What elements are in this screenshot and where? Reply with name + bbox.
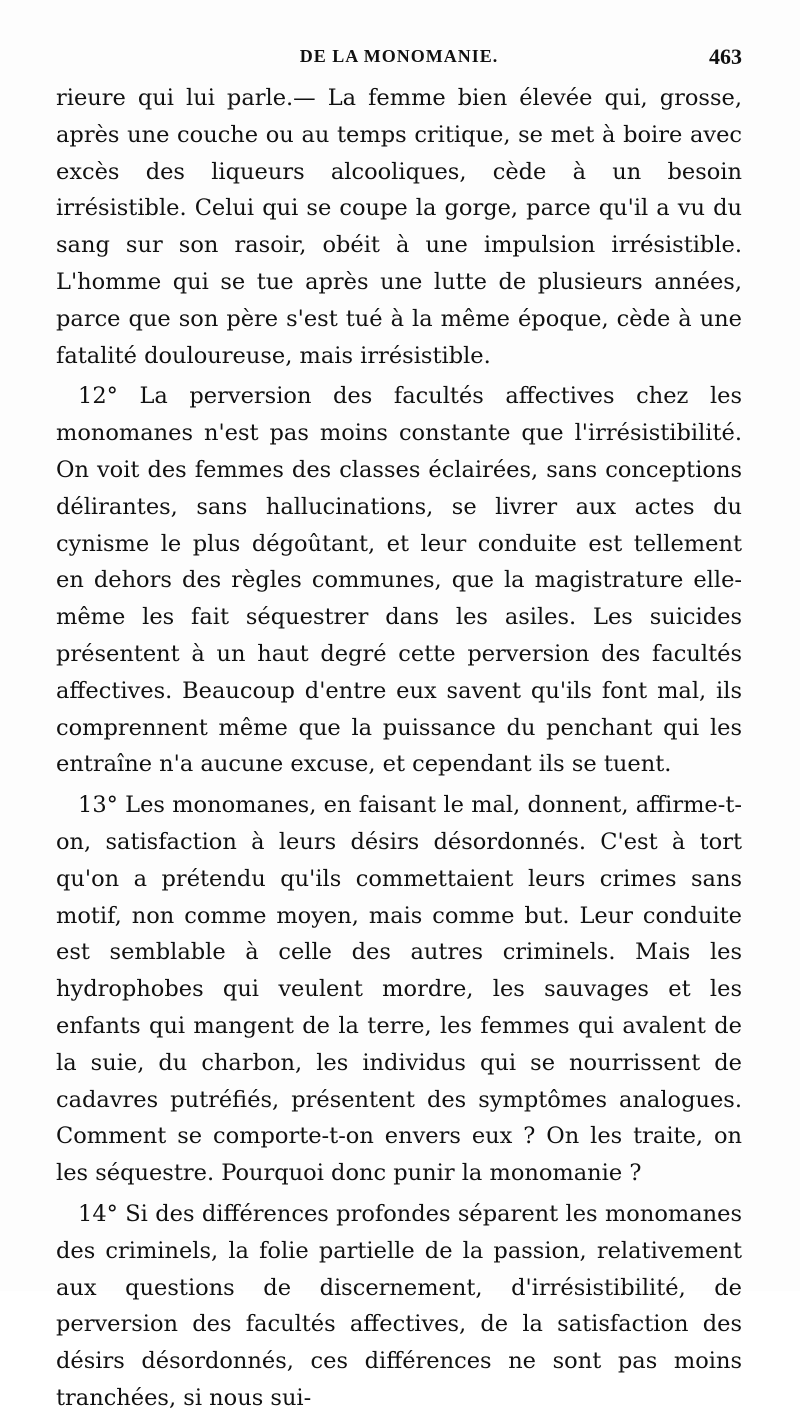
paragraph-continuation: rieure qui lui parle.— La femme bien élevée qui, grosse, après une couche ou au temps critique, se met à boire avec excès des liqueurs alcooliques, cède à un besoin irrésistible. Celui qui se coupe la gorge, parce qu'il a vu du sang sur son rasoir, obéit à une impulsion irrésistible. L'homme qui se tue après une lutte de plusieurs années, parce que son père s'est tué à la même époque, cède à une fatalité douloureuse, mais irrésistible.: [56, 85, 742, 369]
paragraph-12: 12° La perversion des facultés affectives chez les monomanes n'est pas moins constante que l'irrésistibilité. On voit des femmes des classes éclairées, sans conceptions délirantes, sans hallucinations, se livrer aux actes du cynisme le plus dégoûtant, et leur conduite est tellement en dehors des règles communes, que la magistrature elle-même les fait séquestrer dans les asiles. Les suicides présentent à un haut degré cette perversion des facultés affectives. Beaucoup d'entre eux savent qu'ils font mal, ils comprennent même que la puissance du penchant qui les entraîne n'a aucune excuse, et cependant ils se tuent.: [56, 383, 742, 778]
running-title: DE LA MONOMANIE.: [299, 46, 499, 66]
paragraph-14: 14° Si des différences profondes séparent les monomanes des criminels, la folie partielle de la passion, relativement aux questions de discernement, d'irrésistibilité, de perversion des facultés affectives, de la satisfaction des désirs désordonnés, ces différences ne sont pas moins tranchées, si nous sui-: [56, 1200, 742, 1411]
body-text: [56, 80, 742, 1417]
page-number: 463: [709, 44, 742, 69]
paragraph-13: 13° Les monomanes, en faisant le mal, donnent, affirme-t-on, satisfaction à leurs désirs désordonnés. C'est à tort qu'on a prétendu qu'ils commettaient leurs crimes sans motif, non comme moyen, mais comme but. Leur conduite est semblable à celle des autres criminels. Mais les hydrophobes qui veulent mordre, les sauvages et les enfants qui mangent de la terre, les femmes qui avalent de la suie, du charbon, les individus qui se nourrissent de cadavres putréfiés, présentent des symptômes analogues. Comment se comporte-t-on envers eux ? On les traite, on les séquestre. Pourquoi donc punir la monomanie ?: [56, 792, 742, 1187]
page-header: [56, 40, 742, 80]
